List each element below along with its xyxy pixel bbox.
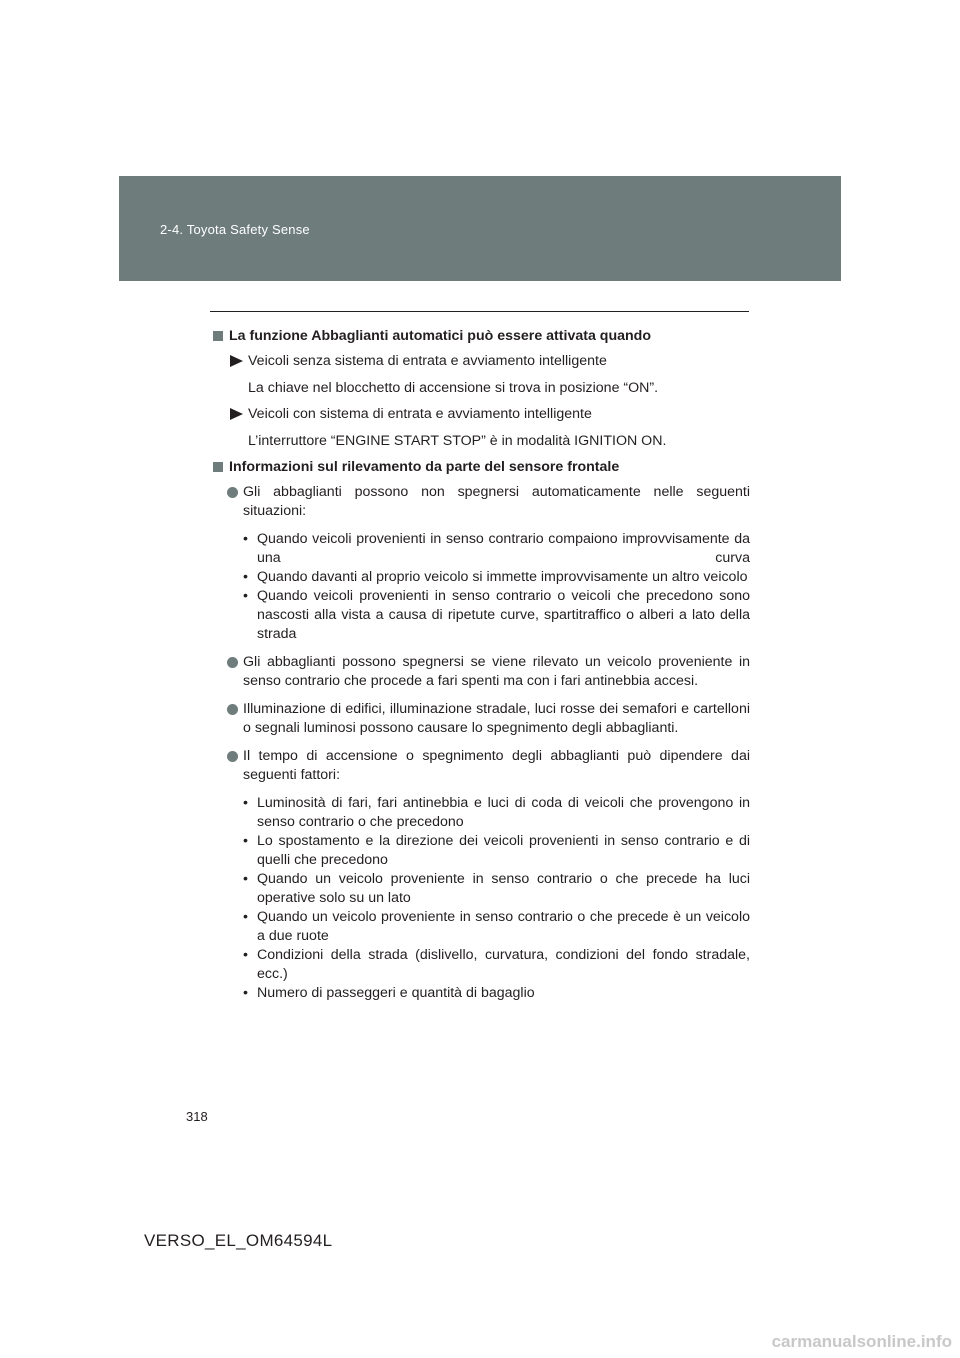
point-item: Illuminazione di edifici, illuminazione stradale, luci rosse dei semafori e cartelloni o segnali luminosi possono causare lo spegnimento degli abbaglianti. bbox=[212, 700, 750, 738]
bullet-item: • Luminosità di fari, fari antinebbia e luci di coda di veicoli che provengono in senso contrario o che precedono bbox=[243, 795, 750, 830]
circle-bullet-icon bbox=[227, 487, 238, 498]
bullet-list bbox=[212, 530, 750, 644]
watermark: carmanualsonline.info bbox=[771, 1332, 952, 1351]
circle-bullet-icon bbox=[227, 704, 238, 715]
bullet-list bbox=[212, 794, 750, 1003]
page-number: 318 bbox=[186, 1109, 208, 1124]
bullet-item: • Quando veicoli provenienti in senso contrario o veicoli che precedono sono nascosti alla vista a causa di ripetute curve, spartitraffico o alberi a lato della strada bbox=[243, 588, 750, 642]
bullet-item: • Condizioni della strada (dislivello, curvatura, condizioni del fondo stradale, ecc.) bbox=[243, 947, 750, 982]
bullet-item: • Quando davanti al proprio veicolo si immette improvvisamente un altro veicolo bbox=[243, 569, 748, 585]
triangle-arrow-icon bbox=[230, 355, 243, 367]
circle-bullet-icon bbox=[227, 657, 238, 668]
bullet-item: • Quando un veicolo proveniente in senso contrario o che precede ha luci operative solo su un lato bbox=[243, 871, 750, 906]
list-item: Veicoli con sistema di entrata e avviamento intelligente bbox=[212, 405, 750, 424]
triangle-arrow-icon bbox=[230, 408, 243, 420]
circle-bullet-icon bbox=[227, 751, 238, 762]
point-item: Gli abbaglianti possono non spegnersi automaticamente nelle seguenti situazioni: bbox=[212, 483, 750, 521]
divider bbox=[210, 311, 749, 312]
item-description: La chiave nel blocchetto di accensione si trova in posizione “ON”. bbox=[248, 380, 659, 396]
document-code: VERSO_EL_OM64594L bbox=[144, 1231, 333, 1250]
section-heading: La funzione Abbaglianti automatici può essere attivata quando bbox=[212, 327, 750, 346]
bullet-item: • Quando un veicolo proveniente in senso contrario o che precede è un veicolo a due ruote bbox=[243, 909, 750, 944]
item-description: L’interruttore “ENGINE START STOP” è in modalità IGNITION ON. bbox=[248, 433, 667, 449]
section-heading: Informazioni sul rilevamento da parte del sensore frontale bbox=[212, 458, 750, 477]
bullet-item: • Numero di passeggeri e quantità di bagaglio bbox=[243, 985, 535, 1001]
square-bullet-icon bbox=[213, 462, 223, 472]
point-item: Gli abbaglianti possono spegnersi se viene rilevato un veicolo proveniente in senso contrario che procede a fari spenti ma con i fari antinebbia accesi. bbox=[212, 653, 750, 691]
list-item: Veicoli senza sistema di entrata e avviamento intelligente bbox=[212, 352, 750, 371]
bullet-item: • Quando veicoli provenienti in senso contrario compaiono improvvisamente da una curva bbox=[243, 531, 750, 566]
point-item: Il tempo di accensione o spegnimento degli abbaglianti può dipendere dai seguenti fattori: bbox=[212, 747, 750, 785]
page-content bbox=[212, 327, 750, 1012]
bullet-item: • Lo spostamento e la direzione dei veicoli provenienti in senso contrario e di quelli che precedono bbox=[243, 833, 750, 868]
section-header bbox=[119, 176, 841, 281]
square-bullet-icon bbox=[213, 331, 223, 341]
section-title: 2-4. Toyota Safety Sense bbox=[160, 222, 310, 237]
